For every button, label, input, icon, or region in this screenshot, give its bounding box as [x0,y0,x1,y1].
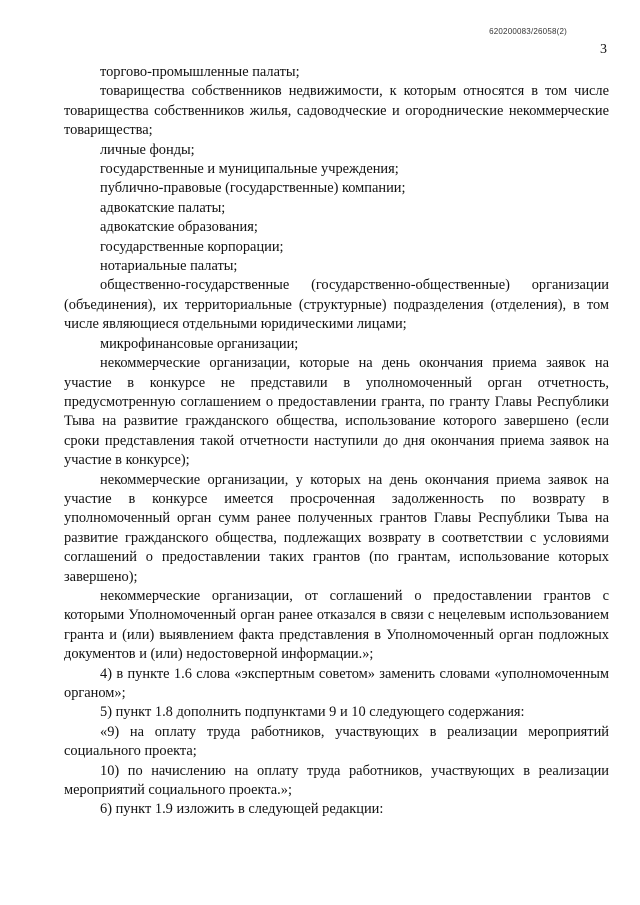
paragraph: адвокатские палаты; [100,199,226,216]
paragraph: государственные корпорации; [100,238,284,255]
paragraph: адвокатские образования; [100,219,258,236]
paragraph: общественно-государственные (государственно-общественные) организации (объединения), их территориальные (структурные) подразделения (отделения), в том числе являющиеся отдельными юридическими лицами; [64,277,609,333]
paragraph: микрофинансовые организации; [100,335,299,352]
paragraph: 4) в пункте 1.6 слова «экспертным советом» заменить словами «уполномоченным органом»; [64,665,609,701]
paragraph: некоммерческие организации, у которых на день окончания приема заявок на участие в конкурсе имеется просроченная задолженность по возврату в уполномоченный орган сумм ранее полученных грантов Главы Республики Тыва на развитие гражданского общества, подлежащих возврату в соответствии с условиями соглашений о предоставлении таких грантов (по грантам, использование которых завершено); [64,471,609,585]
paragraph: государственные и муниципальные учреждения; [100,161,399,178]
page-number: 3 [600,42,607,57]
paragraph: некоммерческие организации, от соглашений о предоставлении грантов с которыми Уполномоченный орган ранее отказался в связи с нецелевым использованием гранта и (или) выявлением факта представления в Уполномоченный орган подложных документов и (или) недостоверной информации.»; [64,587,609,663]
paragraph: нотариальные палаты; [100,258,238,275]
paragraph: некоммерческие организации, которые на день окончания приема заявок на участие в конкурсе не представили в уполномоченный орган отчетность, предусмотренную соглашением о предоставлении гранта, по гранту Главы Республики Тыва на развитие гражданского общества, использование которого завершено (если сроки представления такой отчетности наступили до дня окончания приема заявок на участие в конкурсе); [64,355,609,469]
document-code: 620200083/26058(2) [489,27,567,36]
paragraph: личные фонды; [100,141,195,158]
paragraph: 6) пункт 1.9 изложить в следующей редакции: [100,801,384,818]
paragraph: «9) на оплату труда работников, участвующих в реализации мероприятий социального проекта; [64,723,609,760]
document-body [64,63,609,820]
paragraph: торгово-промышленные палаты; [100,64,300,80]
paragraph: 5) пункт 1.8 дополнить подпунктами 9 и 10 следующего содержания: [100,704,525,721]
paragraph: товарищества собственников недвижимости, к которым относятся в том числе товарищества собственников жилья, садоводческие и огороднические некоммерческие товарищества; [64,83,609,139]
paragraph: 10) по начислению на оплату труда работников, участвующих в реализации мероприятий социального проекта.»; [64,762,609,799]
paragraph: публично-правовые (государственные) компании; [100,180,406,197]
